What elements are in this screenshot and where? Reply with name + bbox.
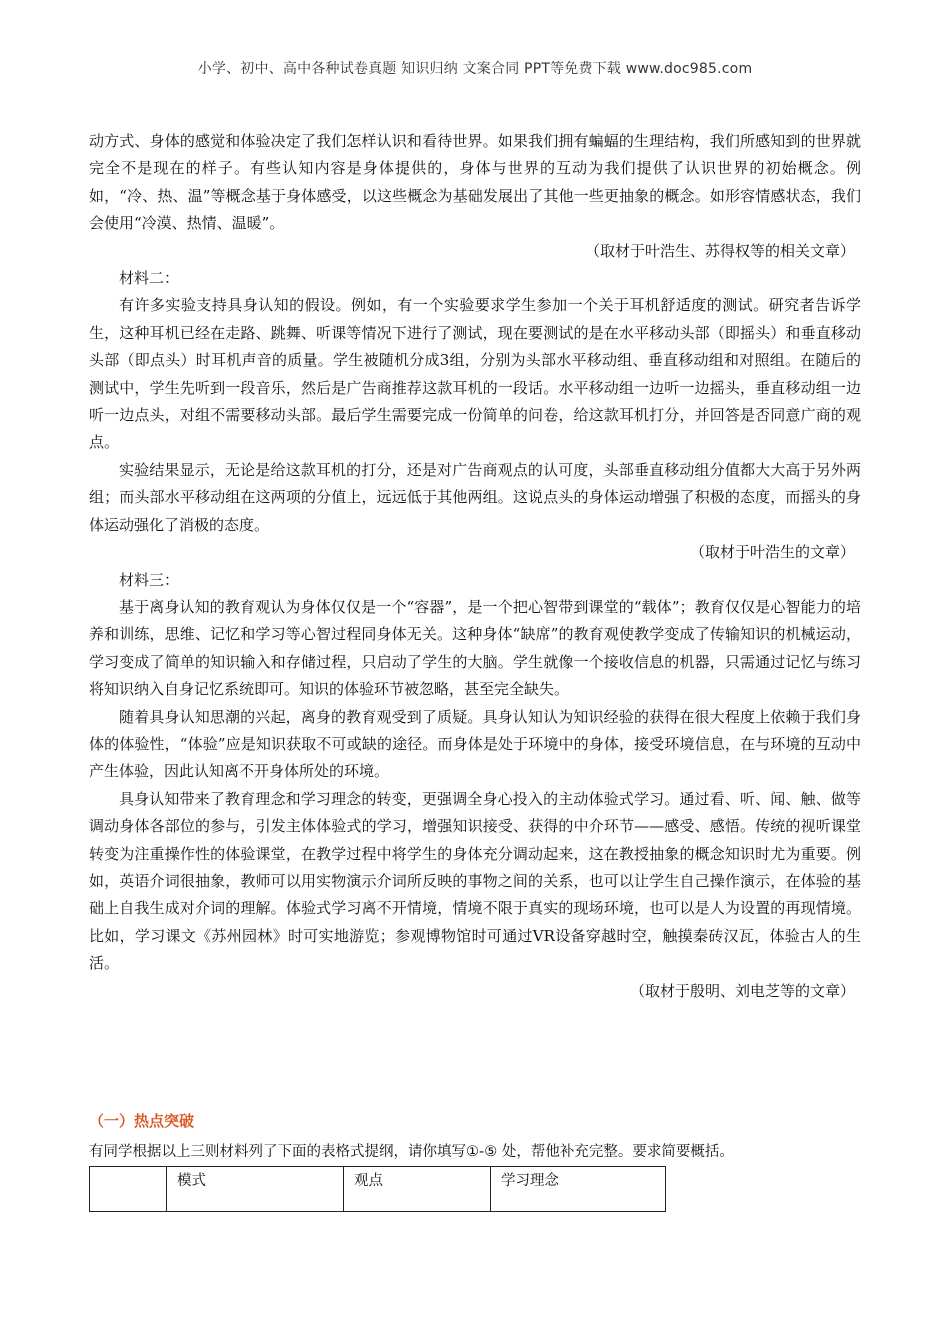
material-one-continuation: 动方式、身体的感觉和体验决定了我们怎样认识和看待世界。如果我们拥有蝙蝠的生理结构，我们所感知到的世界就完全不是现在的样子。有些认知内容是身体提供的，身体与世界的互动为我们提供了认识世界的初始概念。例如，“冷、热、温”等概念基于身体感受，以这些概念为基础发展出了其他一些更抽象的概念。如形容情感状态，我们会使用“冷漠、热情、温暖”。 (89, 132, 861, 233)
material-three-source: （取材于殷明、刘电芝等的文章） (629, 981, 855, 1000)
table-header-row (90, 1167, 666, 1212)
table-header-learning-concept: 学习理念 (491, 1167, 666, 1212)
outline-table (89, 1166, 666, 1212)
table-header-mode: 模式 (167, 1167, 344, 1212)
question-instruction: 有同学根据以上三则材料列了下面的表格式提纲，请你填写①-⑤ 处，帮他补充完整。要求简要概括。 (89, 1144, 734, 1160)
material-three-paragraph-1: 基于离身认知的教育观认为身体仅仅是一个“容器”，是一个把心智带到课堂的“载体”；教育仅仅是心智能力的培养和训练，思维、记忆和学习等心智过程同身体无关。这种身体“缺席”的教育观使教学变成了传输知识的机械运动，学习变成了简单的知识输入和存储过程，只启动了学生的大脑。学生就像一个接收信息的机器，只需通过记忆与练习将知识纳入自身记忆系统即可。知识的体验环节被忽略，甚至完全缺失。 (89, 597, 861, 699)
section-title: （一）热点突破 (89, 1112, 195, 1130)
material-three-label: 材料三： (119, 570, 180, 589)
article-body (89, 128, 861, 1005)
material-three-paragraph-2: 随着具身认知思潮的兴起，离身的教育观受到了质疑。具身认知认为知识经验的获得在很大程度上依赖于我们身体的体验性，“体验”应是知识获取不可或缺的途径。而身体是处于环境中的身体，接受环境信息，在与环境的互动中产生体验，因此认知离不开身体所处的环境。 (89, 707, 861, 781)
material-two-paragraph-2: 实验结果显示，无论是给这款耳机的打分，还是对广告商观点的认可度，头部垂直移动组分值都大大高于另外两组；而头部水平移动组在这两项的分值上，远远低于其他两组。这说点头的身体运动增强了积极的态度，而摇头的身体运动强化了消极的态度。 (89, 460, 861, 534)
material-one-source: （取材于叶浩生、苏得权等的相关文章） (584, 241, 855, 260)
material-two-source: （取材于叶浩生的文章） (689, 543, 855, 562)
material-two-label: 材料二： (119, 269, 180, 288)
material-three-paragraph-3: 具身认知带来了教育理念和学习理念的转变，更强调全身心投入的主动体验式学习。通过看、听、闻、触、做等调动身体各部位的参与，引发主体体验式的学习，增强知识接受、获得的中介环节——感受、感悟。传统的视听课堂转变为注重操作性的体验课堂，在教学过程中将学生的身体充分调动起来，这在教授抽象的概念知识时尤为重要。例如，英语介词很抽象，教师可以用实物演示介词所反映的事物之间的关系，也可以让学生自己操作演示，在体验的基础上自我生成对介词的理解。体验式学习离不开情境，情境不限于真实的现场环境，也可以是人为设置的再现情境。比如，学习课文《苏州园林》时可实地游览；参观博物馆时可通过VR设备穿越时空，触摸秦砖汉瓦，体验古人的生活。 (89, 789, 861, 973)
page-header: 小学、初中、高中各种试卷真题 知识归纳 文案合同 PPT等免费下载 www.doc985.com (197, 61, 753, 77)
material-two-paragraph-1: 有许多实验支持具身认知的假设。例如，有一个实验要求学生参加一个关于耳机舒适度的测试。研究者告诉学生，这种耳机已经在走路、跳舞、听课等情况下进行了测试，现在要测试的是在水平移动头部（即摇头）和垂直移动头部（即点头）时耳机声音的质量。学生被随机分成3组，分别为头部水平移动组、垂直移动组和对照组。在随后的测试中，学生先听到一段音乐，然后是广告商推荐这款耳机的一段话。水平移动组一边听一边摇头，垂直移动组一边听一边点头，对组不需要移动头部。最后学生需要完成一份简单的问卷，给这款耳机打分，并回答是否同意广商的观点。 (89, 296, 861, 452)
table-header-blank (90, 1167, 167, 1212)
table-header-viewpoint: 观点 (344, 1167, 491, 1212)
